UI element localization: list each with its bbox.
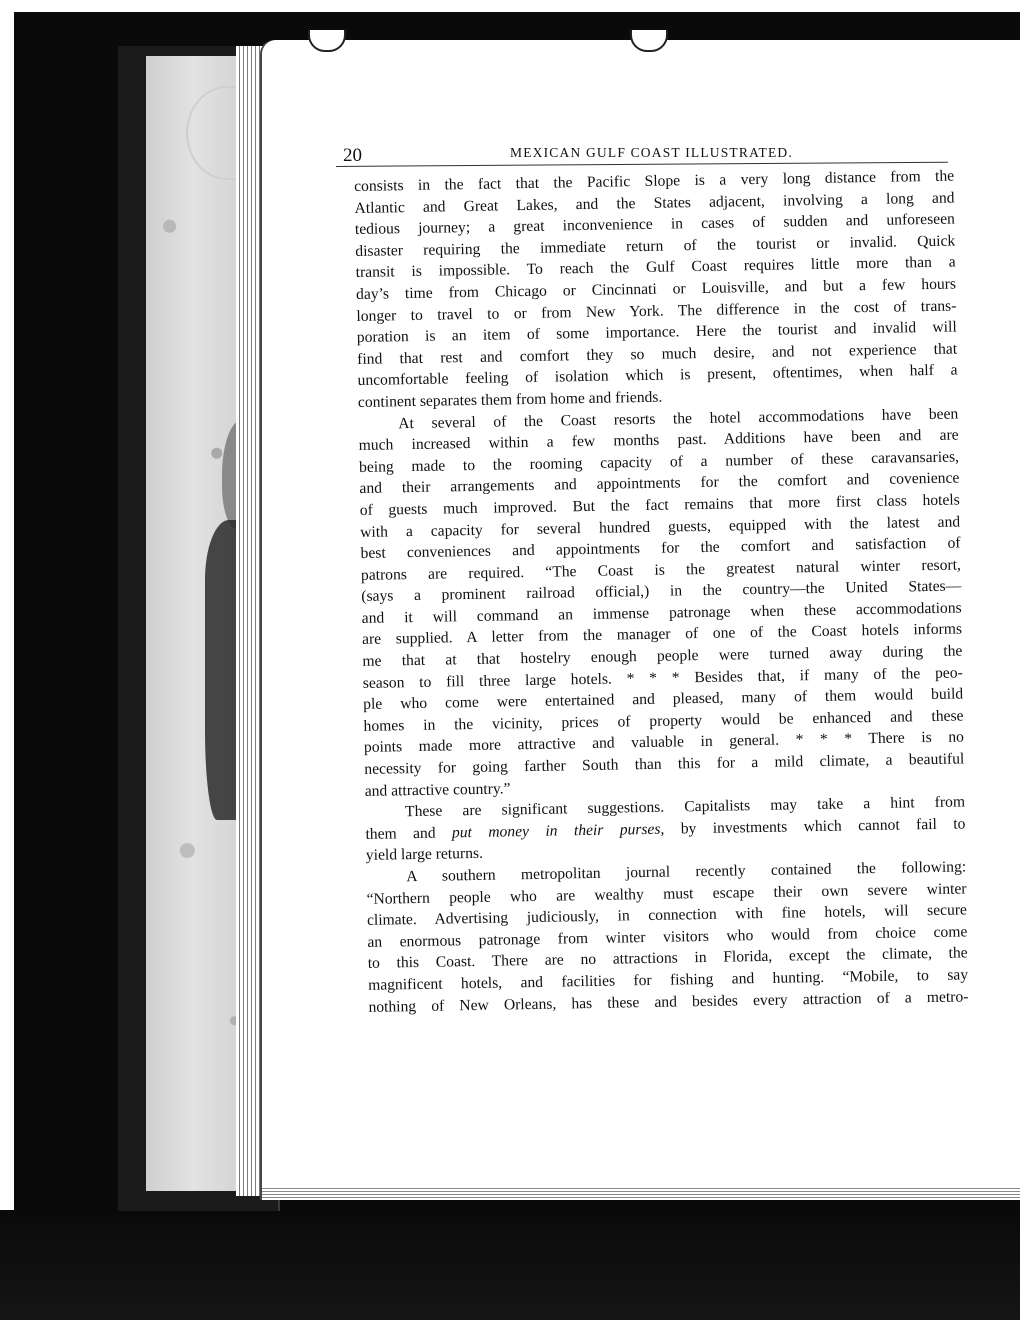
- text-line: tedious journey; a great inconvenience in cases of sudden and unforeseen: [354, 210, 955, 239]
- text-line: At several of the Coast resorts the hotel accommodations have been: [398, 405, 959, 432]
- text-line: best conveniences and appointments for the comfort and satisfaction of: [360, 534, 961, 563]
- paragraph-1: [354, 166, 958, 414]
- text-line: poration is an item of some importance. Here the tourist and invalid will: [356, 318, 957, 347]
- page-bottom-edge: [262, 1188, 1020, 1200]
- text-run: them and: [365, 824, 453, 843]
- text-line: patrons are required. “The Coast is the greatest natural winter resort,: [360, 556, 962, 584]
- text-line: continent separates them from home and friends.: [357, 388, 663, 411]
- text-line: ple who come were entertained and pleased, many of them would build: [363, 685, 964, 714]
- text-line: are supplied. A letter from the manager of one of the Coast hotels informs: [361, 620, 963, 649]
- text-line: and it will command an immense patronage when these accommodations: [361, 599, 962, 627]
- text-line: “Northern people who are wealthy must escape their own severe winter: [366, 880, 967, 908]
- text-line: Atlantic and Great Lakes, and the States adjacent, involving a long and: [354, 189, 955, 217]
- paragraph-4: [366, 856, 969, 1018]
- text-line: transit is impossible. To reach the Gulf Coast requires little more than a: [355, 253, 956, 282]
- text-line: A southern metropolitan journal recently contained the following:: [406, 858, 967, 886]
- text-line: nothing of New Orleans, has these and besides every attraction of a metro-: [368, 987, 969, 1016]
- text-line: climate. Advertising judiciously, in connection with fine hotels, will secure: [366, 901, 968, 930]
- text-line: to this Coast. There are no attractions in Florida, except the climate, the: [367, 944, 968, 973]
- scanner-bed-bottom: [0, 1210, 1020, 1320]
- text-line: magnificent hotels, and facilities for fishing and hunting. “Mobile, to say: [367, 966, 969, 994]
- text-line: much increased within a few months past. Additions have been and are: [358, 426, 959, 455]
- text-line: find that rest and comfort they so much desire, and not experience that: [357, 340, 958, 368]
- text-line: longer to travel to or from New York. The difference in the cost of trans-: [356, 297, 957, 325]
- text-line: of guests much improved. But the fact remains that more first class hotels: [359, 491, 960, 519]
- text-line: and attractive country.”: [364, 779, 511, 800]
- text-line: consists in the fact that the Pacific Slope is a very long distance from the: [354, 167, 955, 195]
- text-line: an enormous patronage from winter visitors who would from choice come: [367, 923, 968, 951]
- text-line: me that at that hostelry enough people were turned away during the: [362, 642, 963, 670]
- text-line: homes in the vicinity, prices of property would be enhanced and these: [363, 707, 964, 735]
- text-line: disaster requiring the immediate return of the tourist or invalid. Quick: [355, 232, 956, 260]
- text-line: season to fill three large hotels. * * * Besides that, if many of the peo-: [362, 664, 963, 692]
- running-head: MEXICAN GULF COAST ILLUSTRATED.: [510, 145, 793, 160]
- text-line: yield large returns.: [365, 845, 484, 865]
- page-number: 20: [343, 145, 362, 166]
- italic-phrase: put money in their purses: [451, 820, 661, 842]
- body-text: [354, 166, 969, 1018]
- text-line: and their arrangements and appointments for the comfort and covenience: [359, 469, 960, 498]
- text-line: uncomfortable feeling of isolation which is present, oftentimes, when half a: [357, 361, 958, 390]
- text-line: being made to the rooming capacity of a number of these caravansaries,: [358, 448, 960, 476]
- text-line: day’s time from Chicago or Cincinnati or Louisville, and but a few hours: [355, 275, 957, 303]
- paragraph-2: [358, 403, 965, 802]
- text-line: points made more attractive and valuable in general. * * * There is no: [363, 728, 965, 757]
- text-line: necessity for going farther South than this for a mild climate, a beautiful: [364, 750, 965, 778]
- text-line: with a capacity for several hundred guests, equipped with the latest and: [360, 512, 961, 541]
- text-line: These are significant suggestions. Capitalists may take a hint from: [404, 793, 966, 821]
- text-line: (says a prominent railroad official,) in the country—the United States—: [361, 577, 962, 606]
- text-run: , by investments which cannot fail to: [660, 815, 966, 838]
- paragraph-3: [365, 792, 966, 867]
